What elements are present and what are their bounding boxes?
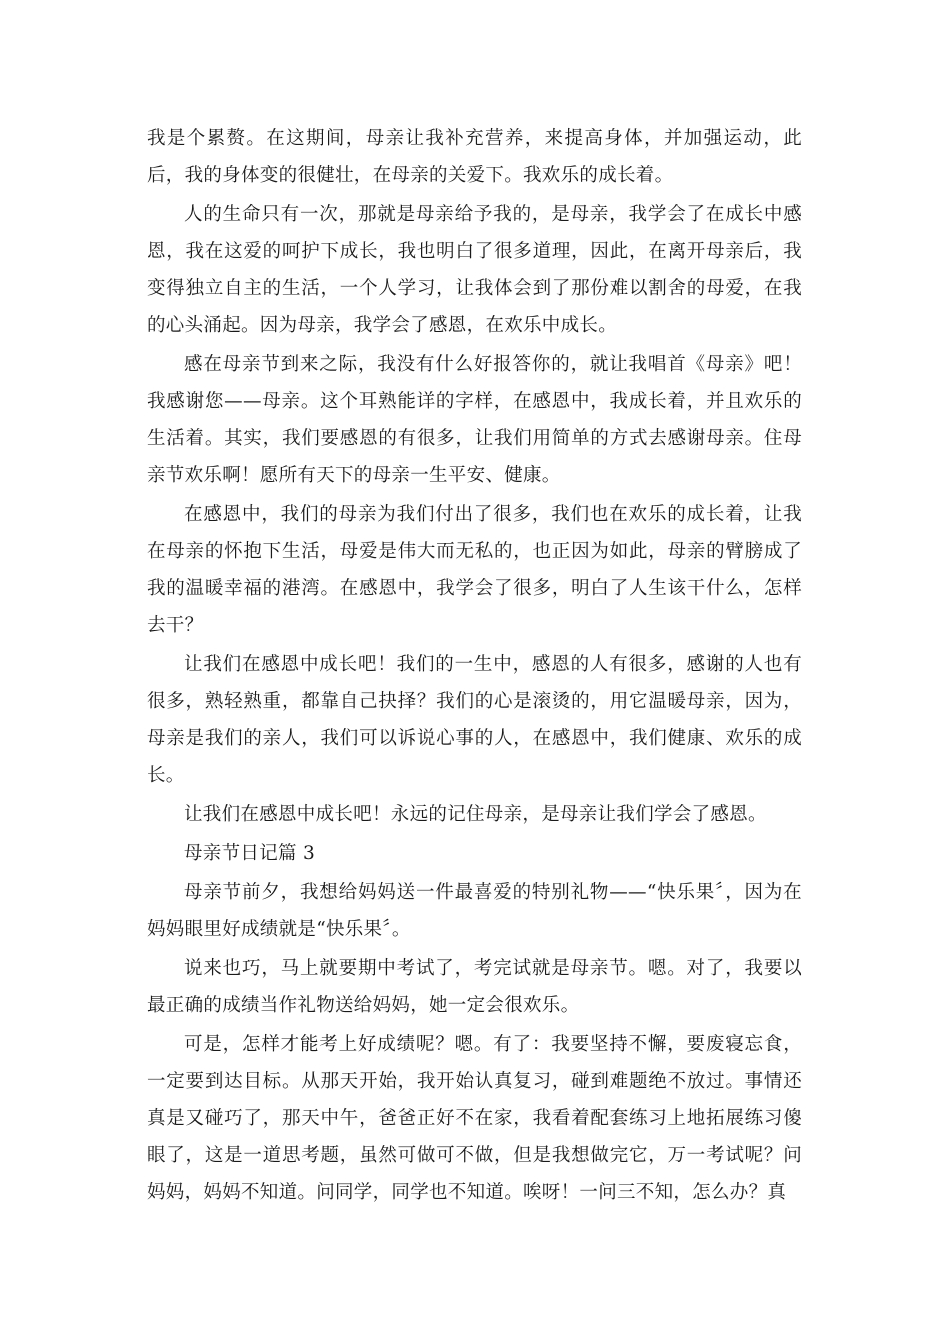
paragraph: 感在母亲节到来之际，我没有什么好报答你的，就让我唱首《母亲》吧！我感谢您——母亲。这个耳熟能详的字样，在感恩中，我成长着，并且欢乐的生活着。其实，我们要感恩的有很多，让我们用简单的方式去感谢母亲。住母亲节欢乐啊！愿所有天下的母亲一生平安、健康。 <box>147 354 802 486</box>
document-body <box>147 120 802 1213</box>
paragraph: 我是个累赘。在这期间，母亲让我补充营养，来提高身体，并加强运动，此后，我的身体变的很健壮，在母亲的关爱下。我欢乐的成长着。 <box>147 128 802 186</box>
paragraph: 说来也巧，马上就要期中考试了，考完试就是母亲节。嗯。对了，我要以最正确的成绩当作礼物送给妈妈，她一定会很欢乐。 <box>147 958 802 1016</box>
paragraph: 让我们在感恩中成长吧！我们的一生中，感恩的人有很多，感谢的人也有很多，熟轻熟重，都靠自己抉择？我们的心是滚烫的，用它温暖母亲，因为，母亲是我们的亲人，我们可以诉说心事的人，在感恩中，我们健康、欢乐的成长。 <box>147 654 802 786</box>
section-heading: 母亲节日记篇 3 <box>184 843 316 864</box>
paragraph: 在感恩中，我们的母亲为我们付出了很多，我们也在欢乐的成长着，让我在母亲的怀抱下生活，母爱是伟大而无私的，也正因为如此，母亲的臂膀成了我的温暖幸福的港湾。在感恩中，我学会了很多，明白了人生该干什么，怎样去干？ <box>147 504 802 636</box>
paragraph: 让我们在感恩中成长吧！永远的记住母亲，是母亲让我们学会了感恩。 <box>184 804 767 825</box>
paragraph: 可是，怎样才能考上好成绩呢？嗯。有了：我要坚持不懈，要废寝忘食，一定要到达目标。从那天开始，我开始认真复习，碰到难题绝不放过。事情还真是又碰巧了，那天中午，爸爸正好不在家，我看着配套练习上地拓展练习傻眼了，这是一道思考题，虽然可做可不做，但是我想做完它，万一考试呢？问妈妈，妈妈不知道。问同学，同学也不知道。唉呀！一问三不知，怎么办？真 <box>147 1034 802 1203</box>
paragraph: 母亲节前夕，我想给妈妈送一件最喜爱的特别礼物——“快乐果〞，因为在妈妈眼里好成绩就是“快乐果〞。 <box>147 882 802 940</box>
paragraph: 人的生命只有一次，那就是母亲给予我的，是母亲，我学会了在成长中感恩，我在这爱的呵护下成长，我也明白了很多道理，因此，在离开母亲后，我变得独立自主的生活，一个人学习，让我体会到了那份难以割舍的母爱，在我的心头涌起。因为母亲，我学会了感恩，在欢乐中成长。 <box>147 204 802 336</box>
